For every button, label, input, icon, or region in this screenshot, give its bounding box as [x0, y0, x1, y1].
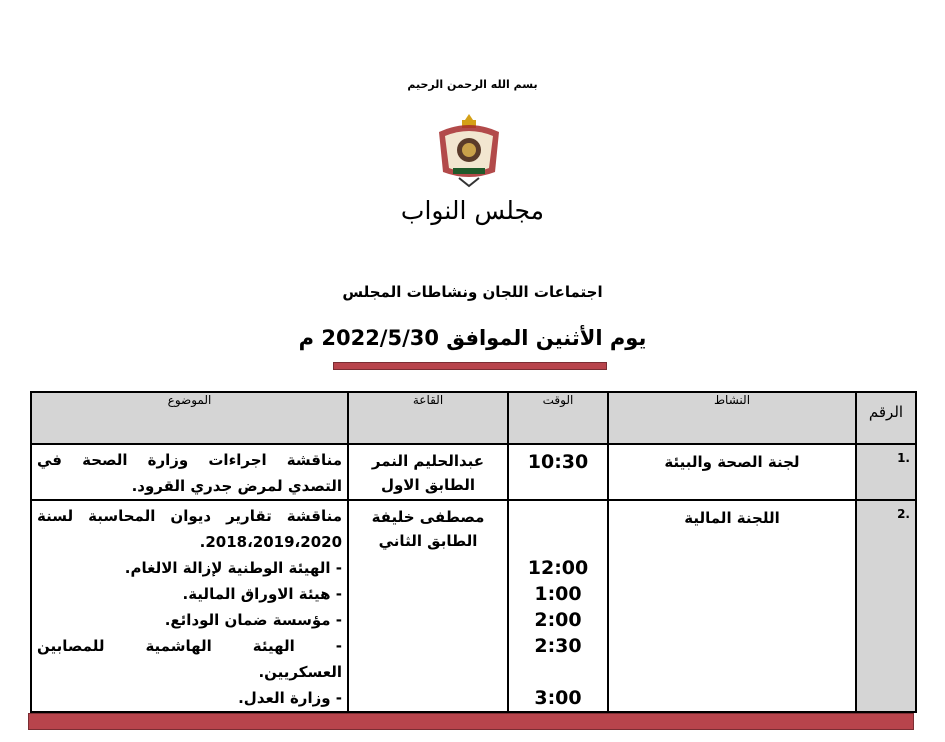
topic-item: - الهيئة الوطنية لإزالة الالغام. — [124, 559, 342, 577]
topic-item: - وزارة العدل. — [238, 689, 342, 707]
time: 10:30 — [527, 451, 589, 473]
topic-item: العسكريين. — [258, 663, 342, 681]
row-num: 1. — [897, 451, 910, 465]
header-num: الرقم — [856, 392, 916, 444]
activity-cell — [608, 444, 856, 500]
activity: لجنة الصحة والبيئة — [664, 453, 800, 471]
topic-line: التصدي لمرض جدري القرود. — [131, 477, 342, 495]
council-name: مجلس النواب — [400, 196, 545, 225]
activity-cell — [608, 500, 856, 712]
topic-line: 2018،2019،2020. — [199, 533, 342, 551]
hall-floor: الطابق الاول — [380, 476, 476, 494]
hall-name: عبدالحليم النمر — [371, 452, 485, 470]
header-time: الوقت — [508, 392, 608, 444]
time — [509, 659, 607, 685]
time-cell — [508, 444, 608, 500]
page-title: اجتماعات اللجان ونشاطات المجلس — [342, 283, 603, 301]
hall-cell — [348, 444, 508, 500]
header-topic: الموضوع — [31, 392, 348, 444]
date-heading — [0, 326, 945, 350]
time: 3:00 — [534, 687, 582, 709]
topic-line: مناقشة اجراءات وزارة الصحة في — [37, 451, 342, 469]
topic-line: مناقشة تقارير ديوان المحاسبة لسنة — [37, 507, 342, 525]
topic-cell — [31, 444, 348, 500]
time: 2:30 — [534, 635, 582, 657]
date-heading-text: يوم الأثنين الموافق 2022/5/30 م — [298, 326, 647, 350]
basmala: بسم الله الرحمن الرحيم — [407, 78, 538, 91]
row-num: 2. — [897, 507, 910, 521]
table-row — [31, 444, 916, 500]
table-row — [31, 500, 916, 712]
hall-name: مصطفى خليفة — [371, 508, 485, 526]
schedule-table — [30, 391, 917, 713]
header-activity: النشاط — [608, 392, 856, 444]
title-underline-bar — [333, 362, 607, 370]
hall-cell — [348, 500, 508, 712]
activity: اللجنة المالية — [684, 509, 780, 527]
time-cell — [508, 500, 608, 712]
topic-item: - الهيئة الهاشمية للمصابين — [37, 637, 342, 655]
table-header-row — [31, 392, 916, 444]
topic-item: - هيئة الاوراق المالية. — [182, 585, 342, 603]
header-hall: القاعة — [348, 392, 508, 444]
footer-bar — [28, 713, 914, 730]
topic-cell — [31, 500, 348, 712]
time: 1:00 — [534, 583, 582, 605]
time: 12:00 — [527, 557, 589, 579]
coat-of-arms-emblem — [429, 112, 509, 190]
topic-item: - مؤسسة ضمان الودائع. — [164, 611, 342, 629]
time: 2:00 — [534, 609, 582, 631]
hall-floor: الطابق الثاني — [378, 532, 478, 550]
row-num-cell — [856, 500, 916, 712]
row-num-cell — [856, 444, 916, 500]
